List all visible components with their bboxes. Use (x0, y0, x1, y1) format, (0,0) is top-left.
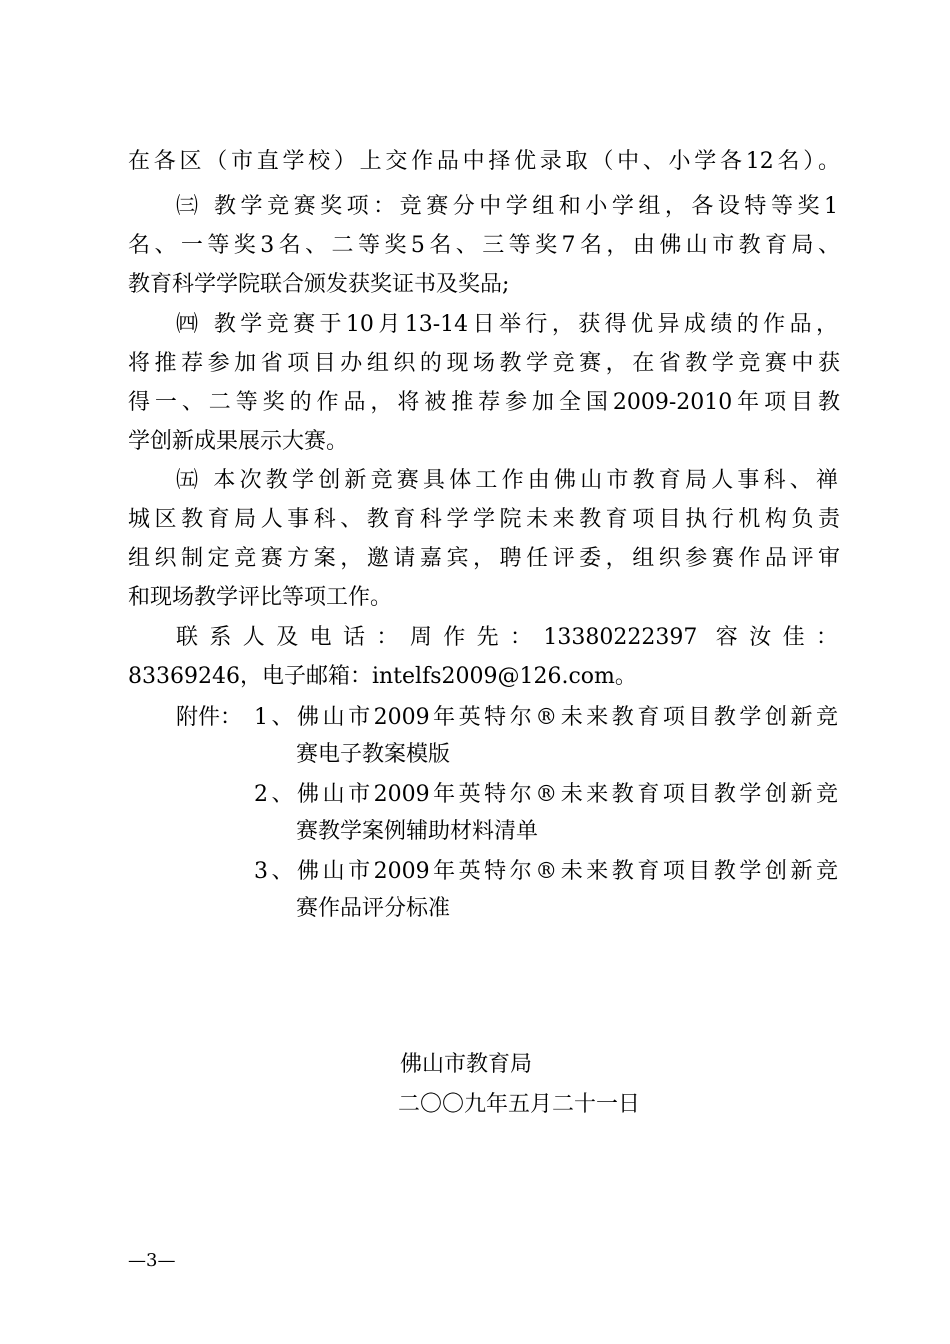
paragraph-line: 在各区（市直学校）上交作品中择优录取（中、小学各12名）。 (128, 149, 840, 174)
paragraph-line: ㈣ 教学竞赛于10月13-14日举行，获得优异成绩的作品， (176, 312, 838, 337)
paragraph-line: 得一、二等奖的作品，将被推荐参加全国2009-2010年项目教 (128, 390, 840, 415)
issue-date: 二〇〇九年五月二十一日 (398, 1092, 641, 1117)
attachment-item-1-cont: 赛电子教案模版 (296, 742, 451, 767)
paragraph-line: 教育科学学院联合颁发获奖证书及奖品; (128, 272, 510, 297)
attachment-item-3: 3、佛山市2009年英特尔®未来教育项目教学创新竞 (254, 859, 838, 884)
attachment-item-3-cont: 赛作品评分标准 (296, 896, 451, 921)
contact-line: 联系人及电话：周作先：13380222397 容汝佳： (176, 625, 838, 650)
paragraph-line: ㈢ 教学竞赛奖项：竞赛分中学组和小学组，各设特等奖1 (176, 194, 838, 219)
attachment-item-2: 2、佛山市2009年英特尔®未来教育项目教学创新竞 (254, 782, 838, 807)
issuing-organization: 佛山市教育局 (400, 1052, 533, 1077)
attachment-item-1: 1、佛山市2009年英特尔®未来教育项目教学创新竞 (254, 705, 838, 730)
paragraph-line: 和现场教学评比等项工作。 (128, 585, 393, 610)
attachments-label: 附件： (176, 705, 243, 730)
paragraph-line: ㈤ 本次教学创新竞赛具体工作由佛山市教育局人事科、禅 (176, 468, 838, 493)
paragraph-line: 名、一等奖3名、二等奖5名、三等奖7名，由佛山市教育局、 (128, 233, 840, 258)
paragraph-line: 组织制定竞赛方案，邀请嘉宾，聘任评委，组织参赛作品评审 (128, 546, 840, 571)
attachment-item-2-cont: 赛教学案例辅助材料清单 (296, 819, 539, 844)
paragraph-line: 将推荐参加省项目办组织的现场教学竞赛，在省教学竞赛中获 (128, 351, 840, 376)
paragraph-line: 学创新成果展示大赛。 (128, 429, 349, 454)
paragraph-line: 城区教育局人事科、教育科学学院未来教育项目执行机构负责 (128, 507, 840, 532)
contact-line: 83369246，电子邮箱：intelfs2009@126.com。 (128, 664, 637, 689)
page-number: —3— (128, 1250, 176, 1271)
